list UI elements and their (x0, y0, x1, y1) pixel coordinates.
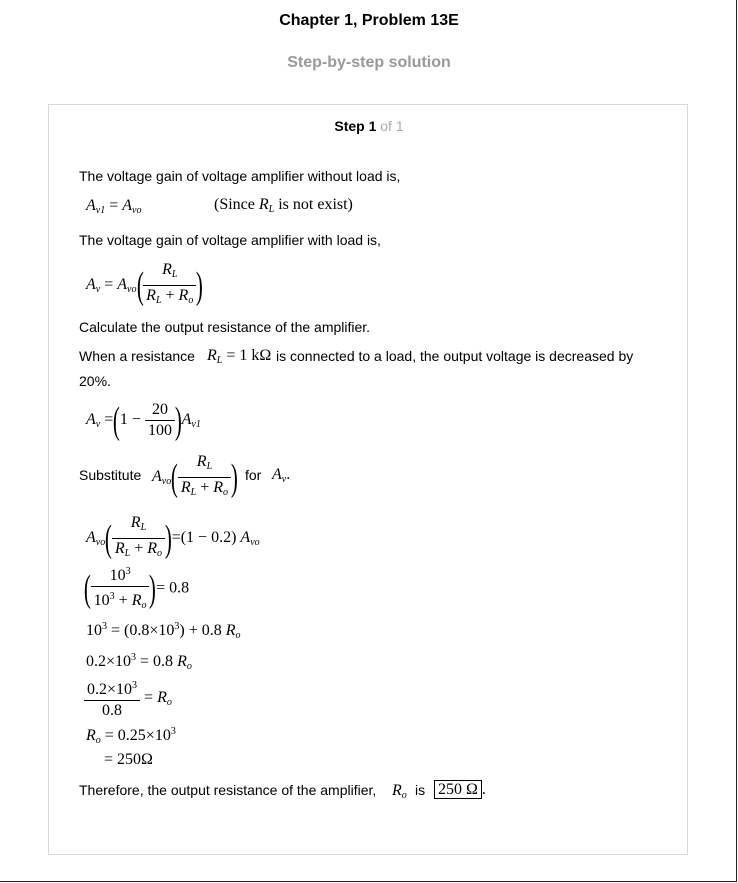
text-gain-with-load: The voltage gain of voltage amplifier with load is, (79, 232, 381, 248)
page-subtitle: Step-by-step solution (287, 54, 451, 71)
equation-rl-1k: $R_L = 1$ kΩ (207, 347, 272, 366)
equation-step-2: ( $\frac{10^3}{10^3 + R_o}$ )= 0.8 (84, 562, 189, 616)
equation-av-decrease: $A_v =(1$ − $\frac{20}{100}$ )$A_{v1}$ (86, 399, 201, 442)
text-is: is (415, 782, 426, 798)
step-label: Step 1 (334, 118, 377, 134)
equation-step-7: = 250Ω (104, 751, 153, 768)
text-when-resistance-b: is connected to a load, the output voltage is decreased by (276, 348, 634, 364)
equation-step-6: $R_o = 0.25\times 10^3$ (86, 726, 176, 746)
equation-step-4: $0.2\times 10^3 = 0.8$ $R_o$ (86, 652, 192, 672)
text-when-resistance-a: When a resistance (79, 348, 195, 364)
step-indicator (0, 118, 738, 134)
text-twenty-percent: 20%. (79, 373, 111, 389)
text-for: for (245, 467, 262, 483)
equation-av-symbol: $A_v$. (272, 466, 291, 485)
equation-step-3: $10^3 = (0.8\times 10^3) + 0.8$ $R_o$ (86, 621, 241, 641)
text-gain-without-load: The voltage gain of voltage amplifier without load is, (79, 168, 401, 184)
equation-substitute-expr: $A_{vo}$( $\frac{R_L}{R_L + R_o}$ ) (152, 453, 238, 499)
equation-step-5: $\frac{0.2\times 10^3}{0.8}$ = $R_o$ (84, 676, 172, 721)
equation-ro-symbol: $R_o$ (392, 782, 407, 801)
text-substitute: Substitute (79, 467, 142, 483)
equation-av-load: $A_v = A_{vo}$( $\frac{R_L}{R_L + R_o}$ ) (86, 261, 204, 307)
page-title: Chapter 1, Problem 13E (279, 12, 459, 29)
answer-box: 250 Ω (434, 780, 482, 799)
step-of: of 1 (380, 118, 404, 134)
text-therefore: Therefore, the output resistance of the amplifier, (79, 782, 377, 798)
equation-av1: $A_{v1} = A_{vo}$ (86, 197, 142, 216)
equation-step-1: $A_{vo}$( $\frac{R_L}{R_L + R_o}$ )=(1 − 0.2) $A_{vo}$ (86, 514, 260, 560)
final-answer: 250 Ω . (434, 781, 486, 799)
text-calc-output-resistance: Calculate the output resistance of the amplifier. (79, 319, 371, 335)
equation-since-note: (Since $R_L$ is not exist) (214, 196, 353, 215)
